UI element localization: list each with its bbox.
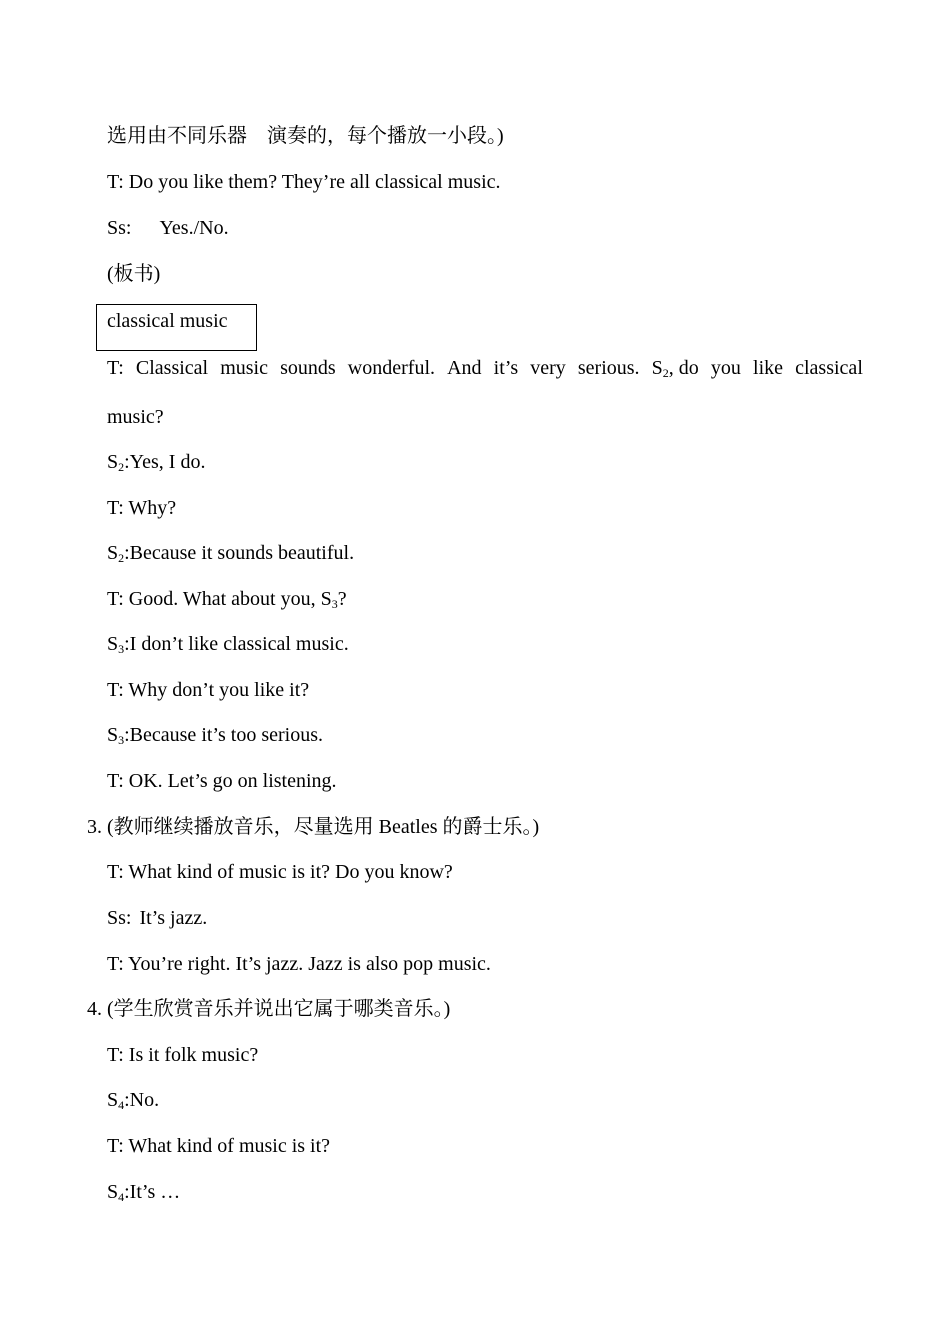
paragraph-line: $S_2:Yes$, I do. bbox=[107, 451, 206, 474]
dialogue-text: Yes./No. bbox=[159, 217, 229, 239]
word: it’s bbox=[493, 357, 519, 379]
blackboard-text: classical music bbox=[107, 310, 228, 332]
paragraph-line: $S_4:It’s$ … bbox=[107, 1181, 181, 1204]
paragraph-line: T: What kind of music is it? Do you know? bbox=[107, 861, 453, 883]
blackboard-box bbox=[96, 304, 257, 351]
word: you bbox=[710, 357, 741, 379]
paragraph-line: T: You’re right. It’s jazz. Jazz is also pop music. bbox=[107, 953, 491, 975]
paragraph-line-justified bbox=[107, 356, 863, 380]
word: serious. bbox=[577, 357, 640, 379]
paragraph-line: T: OK. Let’s go on listening. bbox=[107, 770, 337, 792]
word: wonderful. bbox=[347, 357, 435, 379]
word: Classical bbox=[135, 357, 209, 379]
word: music bbox=[220, 357, 268, 379]
word: very bbox=[530, 357, 566, 379]
paragraph-line: T: Why? bbox=[107, 497, 177, 519]
word: T: bbox=[107, 357, 124, 379]
word: $S_2$, do bbox=[651, 357, 699, 380]
dialogue-text: It’s jazz. bbox=[139, 907, 208, 929]
word: like bbox=[753, 357, 784, 379]
word: classical bbox=[795, 357, 863, 379]
paragraph-line: $S_3:Because$ it’s too serious. bbox=[107, 724, 323, 747]
word: sounds bbox=[280, 357, 336, 379]
paragraph-line: 选用由不同乐器 演奏的，每个播放一小段。) bbox=[107, 125, 504, 147]
speaker-label: Ss: bbox=[107, 907, 132, 929]
paragraph-line: music? bbox=[107, 406, 164, 428]
paragraph-line: T: What kind of music is it? bbox=[107, 1135, 331, 1157]
paragraph-line: T: Good. What about you, $S_3$? bbox=[107, 588, 347, 611]
paragraph-line: $S_3:I$ don’t like classical music. bbox=[107, 633, 349, 656]
paragraph-line: T: Do you like them? They’re all classical music. bbox=[107, 171, 501, 193]
word: And bbox=[447, 357, 482, 379]
paragraph-line: T: Why don’t you like it? bbox=[107, 679, 310, 701]
speaker-label: Ss: bbox=[107, 217, 132, 239]
paragraph-line: $S_2:Because$ it sounds beautiful. bbox=[107, 542, 355, 565]
paragraph-line bbox=[107, 906, 207, 930]
numbered-step: 4. (学生欣赏音乐并说出它属于哪类音乐。) bbox=[87, 998, 451, 1020]
numbered-step: 3. (教师继续播放音乐，尽量选用 Beatles 的爵士乐。) bbox=[87, 816, 540, 838]
paragraph-line: T: Is it folk music? bbox=[107, 1044, 259, 1066]
paragraph-line: (板书) bbox=[107, 263, 161, 285]
paragraph-line: $S_4:No$. bbox=[107, 1089, 160, 1112]
paragraph-line bbox=[107, 216, 229, 240]
